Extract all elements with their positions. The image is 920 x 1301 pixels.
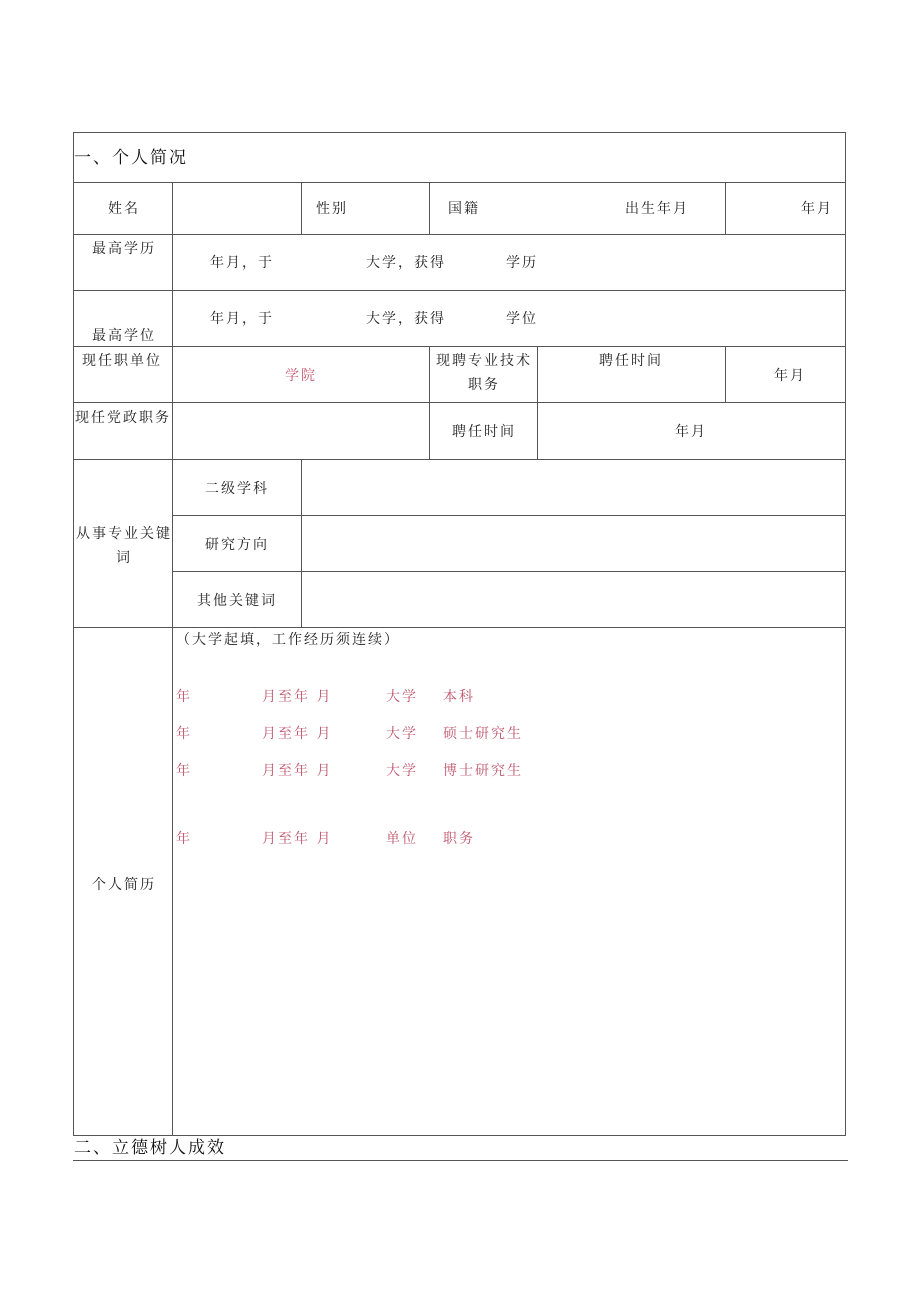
appoint-label: 聘任时间 [599,353,663,369]
party-field[interactable] [173,403,428,458]
resume-place: 大学 [386,689,418,705]
title-label-line2: 职务 [468,377,500,393]
resume-range: 月至年 月 [262,763,333,779]
party-label: 现任党政职务 [75,410,171,426]
work-unit-label: 现任职单位 [82,353,162,369]
education-label: 最高学历 [92,241,156,257]
degree-year-month[interactable]: 年月，于 [210,311,274,327]
education-suffix: 学历 [506,255,538,271]
secondary-subject-field[interactable] [302,460,844,514]
resume-range: 月至年 月 [262,831,333,847]
resume-place: 单位 [386,831,418,847]
gender-label: 性别 [316,201,348,217]
resume-year: 年 [176,726,192,742]
nationality-label: 国籍 [448,201,480,217]
resume-detail: 博士研究生 [443,763,523,779]
resume-note: （大学起填，工作经历须连续） [176,632,400,648]
section-title: 二、立德树人成效 [74,1138,226,1158]
other-keywords-field[interactable] [302,572,844,626]
resume-year: 年 [176,689,192,705]
section-title: 一、个人简况 [74,148,188,168]
degree-suffix: 学位 [506,311,538,327]
resume-place: 大学 [386,726,418,742]
resume-year: 年 [176,763,192,779]
work-unit-field[interactable]: 学院 [285,368,317,384]
party-appoint-label: 聘任时间 [452,424,516,440]
title-label-line1: 现聘专业技术 [436,353,532,369]
name-field[interactable] [173,183,300,233]
name-label: 姓名 [108,201,140,217]
research-direction-label: 研究方向 [205,537,269,553]
party-appoint-field[interactable]: 年月 [675,424,707,440]
degree-university[interactable]: 大学，获得 [366,311,446,327]
keywords-label-line1: 从事专业关键 [76,526,172,542]
secondary-subject-label: 二级学科 [205,481,269,497]
degree-label: 最高学位 [92,328,156,344]
resume-detail: 硕士研究生 [443,726,523,742]
birth-field[interactable]: 年月 [801,201,833,217]
nationality-field[interactable] [482,183,612,233]
resume-label: 个人简历 [92,877,156,893]
education-year-month[interactable]: 年月，于 [210,255,274,271]
gender-field[interactable] [350,183,428,233]
other-keywords-label: 其他关键词 [197,593,277,609]
research-direction-field[interactable] [302,516,844,570]
resume-range: 月至年 月 [262,726,333,742]
birth-label: 出生年月 [625,201,689,217]
appoint-field[interactable]: 年月 [774,368,806,384]
resume-range: 月至年 月 [262,689,333,705]
keywords-label-line2: 词 [116,550,132,566]
resume-year: 年 [176,831,192,847]
resume-place: 大学 [386,763,418,779]
education-university[interactable]: 大学，获得 [366,255,446,271]
resume-textarea[interactable] [173,860,844,1134]
resume-detail: 本科 [443,689,475,705]
resume-detail: 职务 [443,831,475,847]
